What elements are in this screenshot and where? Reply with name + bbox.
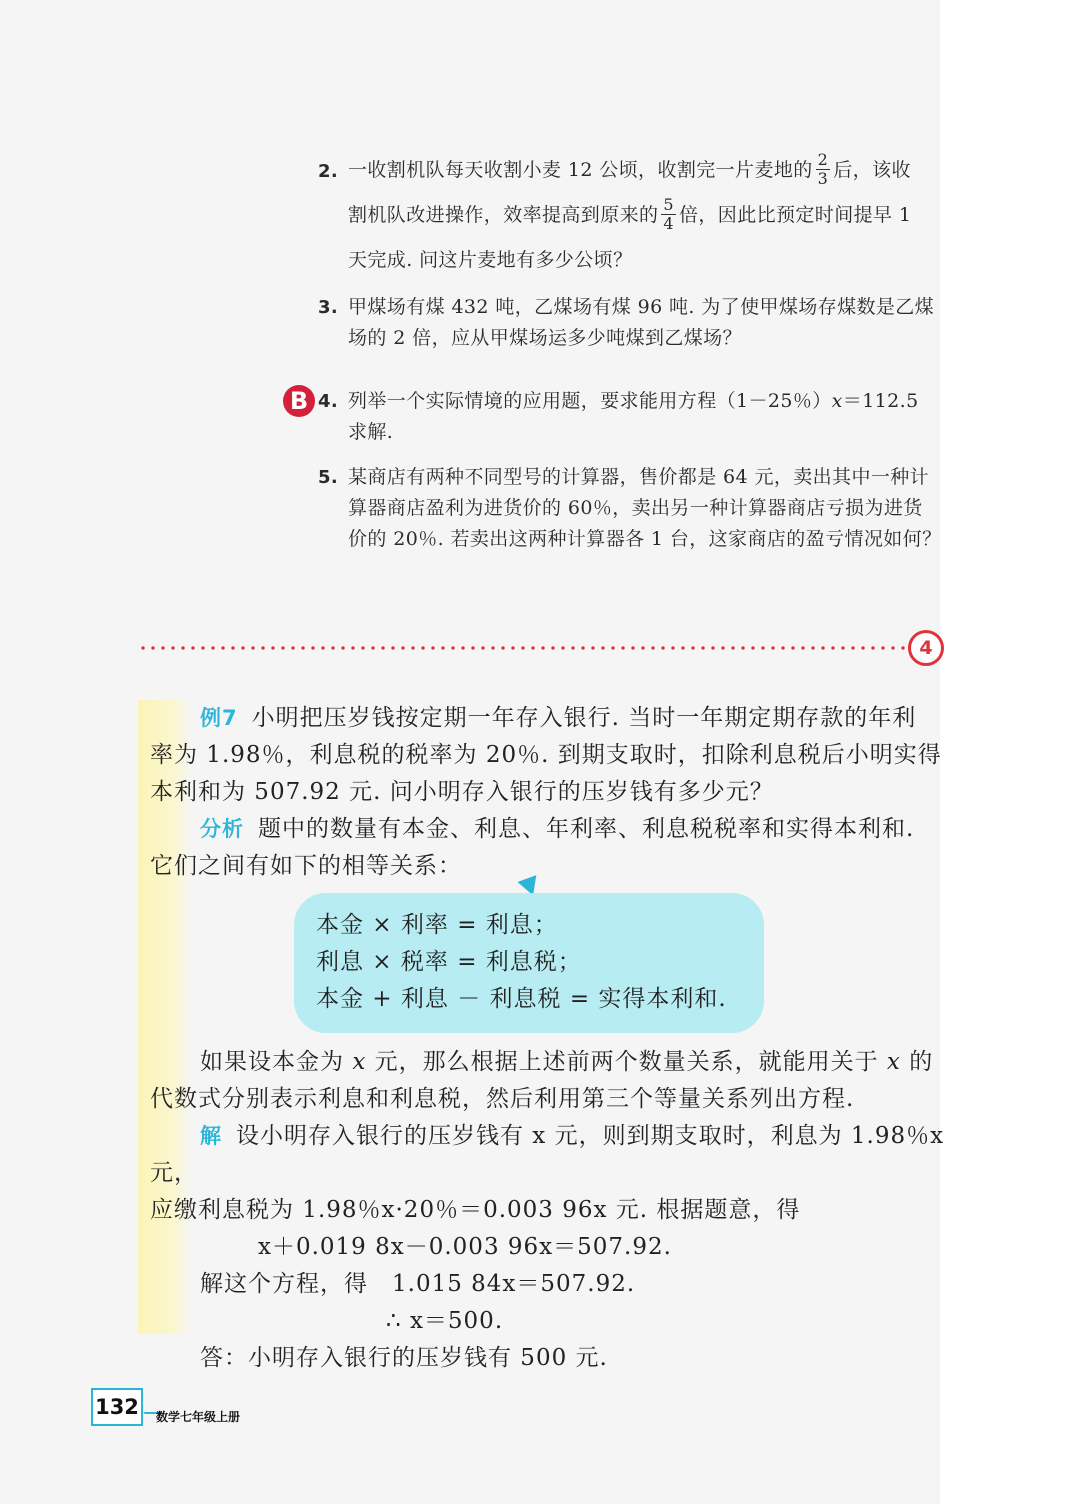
exercise-2 — [318, 150, 944, 280]
variable-x: x — [352, 1049, 367, 1075]
answer-text: 答：小明存入银行的压岁钱有 500 元. — [200, 1345, 608, 1371]
analysis-text: 题中的数量有本金、利息、年利率、利息税税率和实得本利和. — [258, 816, 915, 842]
exercise-number: 3. — [318, 297, 339, 318]
solution-label: 解 — [200, 1124, 222, 1148]
example-text: 率为 1.98％，利息税的税率为 20％. 到期支取时，扣除利息税后小明实得 — [150, 742, 942, 768]
fraction-numerator: 5 — [663, 194, 674, 214]
exercise-number: 2. — [318, 161, 339, 182]
example-label: 例7 — [200, 706, 238, 730]
relation-line: 利息 × 税率 = 利息税； — [316, 949, 582, 975]
exercise-number: 5. — [318, 467, 339, 488]
page-number: 132 — [91, 1388, 143, 1426]
exercise-text: 天完成. 问这片麦地有多少公顷？ — [348, 249, 633, 271]
exercise-3 — [318, 292, 944, 354]
fraction-denominator: 3 — [817, 168, 829, 188]
relation-line: 本金 × 利率 = 利息； — [316, 912, 558, 938]
example-7 — [150, 700, 945, 885]
section-divider — [138, 646, 906, 650]
right-margin — [940, 0, 1080, 1504]
relations-bubble — [294, 893, 764, 1033]
exercise-text: 一收割机队每天收割小麦 12 公顷，收割完一片麦地的 — [348, 159, 813, 181]
body-text: 代数式分别表示利息和利息税，然后利用第三个等量关系列出方程. — [150, 1086, 855, 1112]
analysis-label: 分析 — [200, 817, 244, 841]
variable-x: x — [886, 1049, 901, 1075]
exercise-text: 甲煤场有煤 432 吨，乙煤场有煤 96 吨. 为了使甲煤场存煤数是乙煤 — [348, 296, 935, 318]
body-text: 元，那么根据上述前两个数量关系，就能用关于 — [366, 1049, 887, 1075]
section-number-badge: 4 — [908, 630, 944, 666]
fraction — [661, 196, 676, 233]
equation-label: 解这个方程，得 — [200, 1271, 368, 1297]
analysis-text: 它们之间有如下的相等关系： — [150, 853, 462, 879]
level-b-badge: B — [283, 385, 315, 417]
solution-text: 设小明存入银行的压岁钱有 x 元，则到期支取时，利息为 1.98％x 元， — [150, 1123, 945, 1186]
exercise-text: 算器商店盈利为进货价的 60％，卖出另一种计算器商店亏损为进货 — [348, 497, 923, 519]
relation-line: 本金 + 利息 － 利息税 = 实得本利和. — [316, 986, 727, 1012]
fraction — [816, 151, 831, 188]
exercise-number: 4. — [318, 391, 339, 412]
exercise-text: 价的 20％. 若卖出这两种计算器各 1 台，这家商店的盈亏情况如何？ — [348, 528, 942, 550]
body-text: 的 — [900, 1049, 934, 1075]
exercise-text: 后，该收 — [833, 159, 911, 181]
body-text: 如果设本金为 — [200, 1049, 353, 1075]
example-text: 本利和为 507.92 元. 问小明存入银行的压岁钱有多少元？ — [150, 779, 774, 805]
exercise-text: 求解. — [348, 421, 394, 443]
exercise-text: 倍，因此比预定时间提早 1 — [679, 204, 912, 226]
equation: x＋0.019 8x－0.003 96x＝507.92. — [258, 1234, 672, 1260]
exercise-4 — [318, 386, 944, 448]
exercise-text: 列举一个实际情境的应用题，要求能用方程（1－25％） — [348, 390, 832, 412]
fraction-numerator: 2 — [817, 149, 829, 169]
fraction-denominator: 4 — [663, 213, 674, 233]
exercise-text: 某商店有两种不同型号的计算器，售价都是 64 元，卖出其中一种计 — [348, 466, 930, 488]
equation: 1.015 84x＝507.92. — [392, 1271, 636, 1297]
solution-text: 应缴利息税为 1.98％x·20％＝0.003 96x 元. 根据题意，得 — [150, 1197, 801, 1223]
exercise-text: 割机队改进操作，效率提高到原来的 — [348, 204, 659, 226]
exercise-text: 场的 2 倍，应从甲煤场运多少吨煤到乙煤场？ — [348, 327, 742, 349]
exercise-text: ＝112.5 — [842, 390, 919, 412]
equation: ∴ x＝500. — [386, 1308, 504, 1334]
variable-x: x — [831, 390, 843, 412]
example-text: 小明把压岁钱按定期一年存入银行. 当时一年期定期存款的年利 — [251, 705, 917, 731]
solution-block — [150, 1044, 945, 1377]
book-title: 数学七年级上册 — [156, 1410, 241, 1424]
exercise-5 — [318, 462, 944, 555]
